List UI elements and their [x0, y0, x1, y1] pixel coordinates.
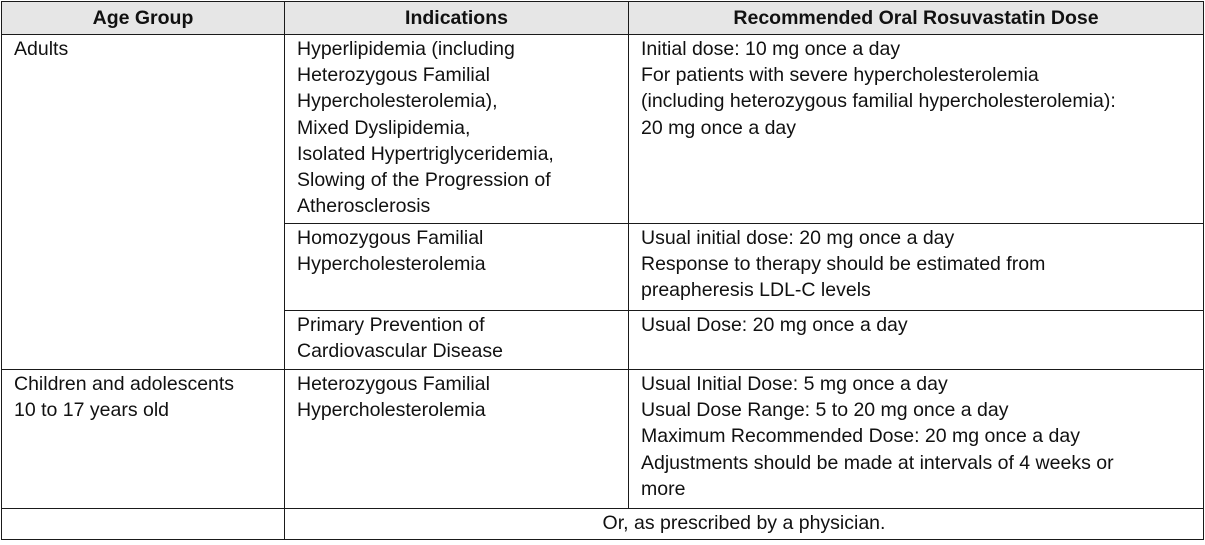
indication-cell — [285, 311, 629, 370]
dose-cell — [629, 224, 1204, 311]
footer-row — [2, 509, 1204, 540]
dose-line: more — [641, 477, 686, 500]
dose-line: preapheresis LDL-C levels — [641, 279, 871, 302]
dosage-table — [1, 1, 1204, 540]
dose-line: Response to therapy should be estimated from — [641, 253, 1046, 276]
indication-line: Atherosclerosis — [297, 195, 431, 218]
footer-empty-cell — [2, 509, 285, 540]
dose-line: Usual Dose: 20 mg once a day — [641, 314, 908, 336]
indication-line: Homozygous Familial — [297, 227, 484, 249]
indication-line: Cardiovascular Disease — [297, 340, 503, 363]
indication-line: Mixed Dyslipidemia, — [297, 116, 471, 139]
header-row — [2, 2, 1204, 35]
indication-cell — [285, 35, 629, 224]
dose-line: (including heterozygous familial hypercholesterolemia): — [641, 90, 1116, 113]
indication-line: Primary Prevention of — [297, 314, 485, 336]
indication-line: Hypercholesterolemia — [297, 399, 486, 422]
indication-line: Heterozygous Familial — [297, 64, 490, 87]
indication-line: Heterozygous Familial — [297, 373, 490, 395]
prescription-note: Or, as prescribed by a physician. — [285, 509, 1204, 540]
indication-cell — [285, 224, 629, 311]
dose-line: 20 mg once a day — [641, 116, 797, 139]
dose-line: Usual Initial Dose: 5 mg once a day — [641, 373, 948, 395]
indication-line: Hypercholesterolemia), — [297, 90, 498, 113]
header-dose: Recommended Oral Rosuvastatin Dose — [629, 2, 1204, 35]
age-group-line: 10 to 17 years old — [14, 399, 170, 422]
indication-line: Hyperlipidemia (including — [297, 38, 515, 60]
age-group-line: Children and adolescents — [14, 373, 235, 395]
dose-line: Usual initial dose: 20 mg once a day — [641, 227, 955, 249]
dose-line: Initial dose: 10 mg once a day — [641, 38, 901, 60]
indication-line: Isolated Hypertriglyceridemia, — [297, 142, 554, 165]
dose-line: Adjustments should be made at intervals of 4 weeks or — [641, 451, 1114, 474]
indication-line: Hypercholesterolemia — [297, 253, 486, 276]
dose-line: Maximum Recommended Dose: 20 mg once a day — [641, 425, 1080, 448]
header-indications: Indications — [285, 2, 629, 35]
dose-line: Usual Dose Range: 5 to 20 mg once a day — [641, 399, 1009, 422]
age-group-label: Adults — [14, 38, 69, 60]
indication-cell — [285, 370, 629, 509]
age-group-adults — [2, 35, 285, 370]
age-group-children — [2, 370, 285, 509]
dose-line: For patients with severe hypercholesterolemia — [641, 64, 1039, 87]
dose-cell — [629, 370, 1204, 509]
dose-cell — [629, 311, 1204, 370]
dose-cell — [629, 35, 1204, 224]
table-row — [2, 370, 1204, 509]
indication-line: Slowing of the Progression of — [297, 169, 551, 192]
table-row — [2, 35, 1204, 224]
header-age-group: Age Group — [2, 2, 285, 35]
